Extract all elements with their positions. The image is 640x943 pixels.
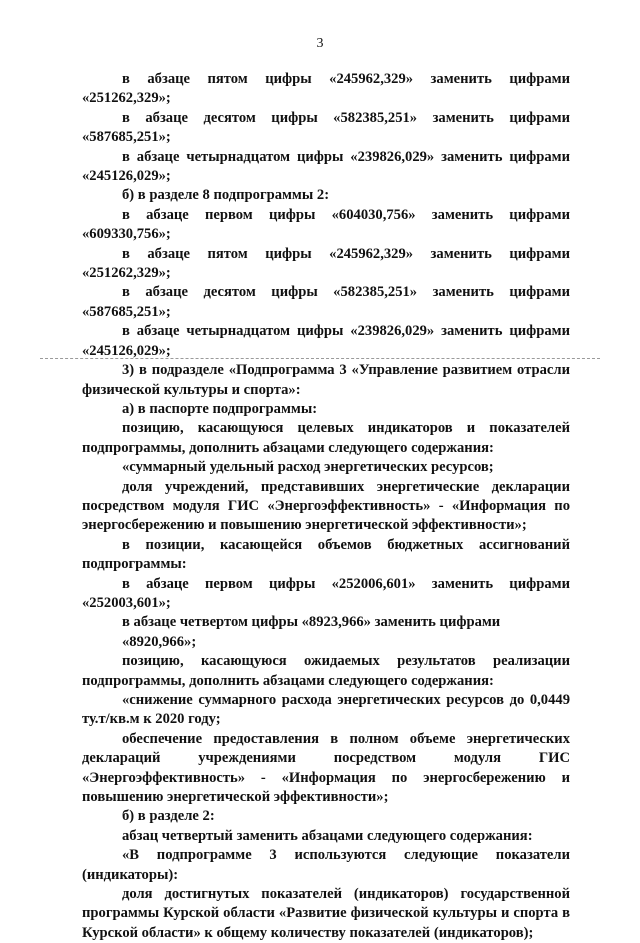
text-line: в абзаце четвертом цифры «8923,966» заменить цифрами «8920,966»; xyxy=(122,614,501,650)
paragraph xyxy=(82,652,570,691)
text-line: в абзаце пятом цифры «245962,329» заменить цифрами xyxy=(122,71,570,87)
text-line: позицию, касающуюся ожидаемых результатов реализации xyxy=(122,653,570,670)
text-line: обеспечение предоставления в полном объеме энергетических xyxy=(122,730,570,747)
text-line: в абзаце первом цифры «604030,756» заменить цифрами xyxy=(122,206,570,223)
text-line: б) в разделе 2: xyxy=(122,808,215,825)
paragraph xyxy=(82,575,570,614)
text-line: а) в паспорте подпрограммы: xyxy=(122,400,318,417)
text-line: в абзаце десятом цифры «582385,251» заменить цифрами xyxy=(122,109,570,126)
paragraph xyxy=(82,109,570,148)
text-line: «суммарный удельный расход энергетических ресурсов; xyxy=(122,459,494,476)
text-line: ту.т/кв.м к 2020 году; xyxy=(82,711,221,728)
text-line: «В подпрограмме 3 используются следующие показатели xyxy=(122,847,570,864)
text-line: посредством модуля ГИС «Энергоэффективность» - «Информация по xyxy=(82,497,570,514)
text-line: «снижение суммарного расхода энергетических ресурсов до 0,0449 xyxy=(122,692,570,708)
paragraph xyxy=(82,807,570,826)
text-line: в абзаце четырнадцатом цифры «239826,029» заменить цифрами xyxy=(122,148,570,165)
text-line: «Энергоэффективность» - «Информация по энергосбережению и xyxy=(82,769,570,786)
text-line: «252003,601»; xyxy=(82,594,171,611)
paragraph xyxy=(82,613,570,652)
text-line: в абзаце четырнадцатом цифры «239826,029» заменить цифрами xyxy=(122,323,570,340)
text-line: деклараций учреждениями посредством модуля ГИС xyxy=(82,750,570,767)
text-line: «251262,329»; xyxy=(82,265,171,282)
text-line: подпрограммы, дополнить абзацами следующего содержания: xyxy=(82,439,494,456)
paragraph xyxy=(82,846,570,885)
paragraph xyxy=(82,245,570,284)
paragraph xyxy=(82,419,570,458)
paragraph xyxy=(82,322,570,361)
text-line: в абзаце десятом цифры «582385,251» заменить цифрами xyxy=(122,284,570,301)
text-line: в абзаце пятом цифры «245962,329» заменить цифрами xyxy=(122,245,570,262)
paragraph xyxy=(82,458,570,477)
text-line: подпрограммы, дополнить абзацами следующего содержания: xyxy=(82,672,494,689)
text-line: (индикаторы): xyxy=(82,866,179,883)
text-line: повышению энергетической эффективности»; xyxy=(82,789,389,806)
paragraph xyxy=(82,536,570,575)
text-line: энергосбережению и повышению энергетической эффективности»; xyxy=(82,517,527,534)
text-line: абзац четвертый заменить абзацами следующего содержания: xyxy=(122,827,533,844)
text-line: программы Курской области «Развитие физической культуры и спорта в xyxy=(82,905,570,922)
text-line: б) в разделе 8 подпрограммы 2: xyxy=(122,187,330,204)
page-number: 3 xyxy=(316,36,324,51)
paragraph xyxy=(82,730,570,808)
text-line: подпрограммы: xyxy=(82,556,187,573)
paragraph xyxy=(82,827,570,846)
text-line: «251262,329»; xyxy=(82,90,171,107)
paragraph xyxy=(82,478,570,536)
text-line: Курской области» к общему количеству показателей (индикаторов); xyxy=(82,924,534,941)
paragraph xyxy=(82,206,570,245)
paragraph xyxy=(82,361,570,400)
text-line: доля учреждений, представивших энергетические декларации xyxy=(122,478,570,495)
text-line: «587685,251»; xyxy=(82,303,171,320)
text-line: «245126,029»; xyxy=(82,168,171,185)
text-line: «609330,756»; xyxy=(82,226,171,243)
paragraph xyxy=(82,148,570,187)
text-line: в позиции, касающейся объемов бюджетных ассигнований xyxy=(122,536,570,553)
text-line: физической культуры и спорта»: xyxy=(82,381,301,398)
text-line: «245126,029»; xyxy=(82,342,171,359)
paragraph xyxy=(82,70,570,109)
text-line: доля достигнутых показателей (индикаторов) государственной xyxy=(122,886,570,903)
paragraph xyxy=(82,691,570,730)
paragraph xyxy=(82,186,570,205)
paragraph xyxy=(82,283,570,322)
text-line: «587685,251»; xyxy=(82,129,171,146)
text-line: в абзаце первом цифры «252006,601» заменить цифрами xyxy=(122,575,570,592)
text-line: 3) в подразделе «Подпрограмма 3 «Управление развитием отрасли xyxy=(122,362,570,379)
paragraph xyxy=(82,885,570,943)
text-line: позицию, касающуюся целевых индикаторов и показателей xyxy=(122,420,570,437)
paragraph xyxy=(82,400,570,419)
document-body xyxy=(82,70,570,943)
